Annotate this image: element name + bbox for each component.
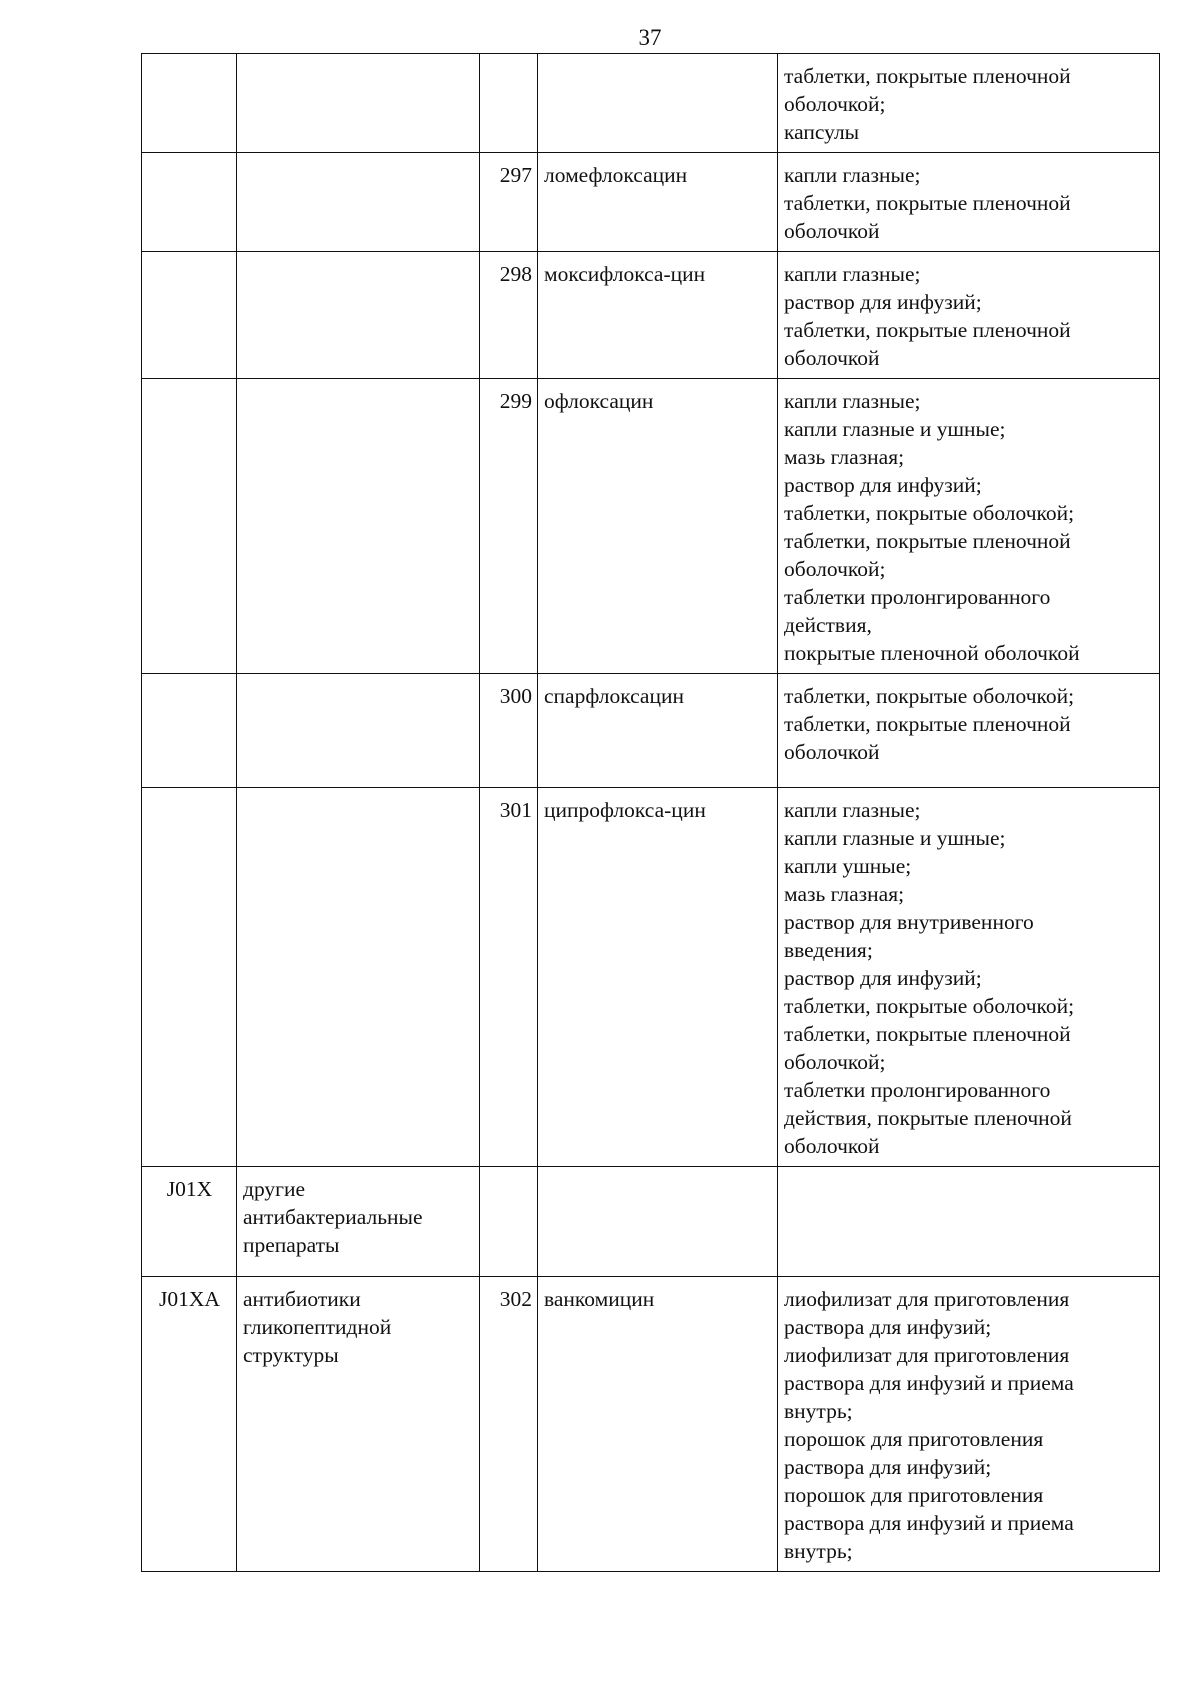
dosage-form-item: таблетки, покрытые оболочкой; — [784, 501, 1075, 525]
dosage-form-item: таблетки, покрытые пленочной — [784, 1022, 1071, 1046]
dosage-forms-list — [784, 161, 1154, 245]
dosage-form-item: оболочкой — [784, 740, 880, 764]
dosage-forms-list — [784, 682, 1154, 766]
dosage-forms-cell — [778, 1277, 1160, 1572]
drug-table — [141, 53, 1160, 1572]
group-name-line: антибактериальные — [243, 1205, 423, 1229]
dosage-form-item: мазь глазная; — [784, 882, 905, 906]
table-row — [142, 1277, 1160, 1572]
item-number-cell: 299 — [480, 379, 538, 674]
table-row — [142, 674, 1160, 788]
group-name-line: структуры — [243, 1343, 339, 1367]
atc-code-cell: J01X — [142, 1167, 237, 1277]
dosage-form-item: таблетки пролонгированного — [784, 585, 1051, 609]
atc-code-cell: J01XA — [142, 1277, 237, 1572]
drug-name-cell: офлоксацин — [538, 379, 778, 674]
group-name-cell — [237, 153, 480, 252]
dosage-form-item: раствор для инфузий; — [784, 966, 982, 990]
drug-name-cell: спарфлоксацин — [538, 674, 778, 788]
table-body — [142, 54, 1160, 1572]
dosage-form-item: покрытые пленочной оболочкой — [784, 641, 1080, 665]
dosage-form-item: внутрь; — [784, 1399, 853, 1423]
dosage-form-item: капли глазные и ушные; — [784, 417, 1006, 441]
atc-code-cell — [142, 252, 237, 379]
dosage-form-item: порошок для приготовления — [784, 1427, 1044, 1451]
dosage-form-item: оболочкой; — [784, 92, 886, 116]
dosage-forms-list — [784, 796, 1154, 1160]
group-name-cell — [237, 1277, 480, 1572]
table-row — [142, 788, 1160, 1167]
dosage-form-item: оболочкой — [784, 1134, 880, 1158]
table-row — [142, 54, 1160, 153]
dosage-form-item: введения; — [784, 938, 873, 962]
drug-name-cell: ванкомицин — [538, 1277, 778, 1572]
table-row — [142, 379, 1160, 674]
dosage-form-item: порошок для приготовления — [784, 1483, 1044, 1507]
group-name-cell — [237, 54, 480, 153]
table-row — [142, 252, 1160, 379]
dosage-form-item: таблетки, покрытые оболочкой; — [784, 684, 1075, 708]
dosage-form-item: капли глазные; — [784, 389, 921, 413]
group-name-cell — [237, 1167, 480, 1277]
dosage-form-item: капли глазные; — [784, 163, 921, 187]
group-name-cell — [237, 674, 480, 788]
dosage-form-item: таблетки, покрытые пленочной — [784, 191, 1071, 215]
dosage-form-item: капли глазные; — [784, 262, 921, 286]
drug-name-cell — [538, 1167, 778, 1277]
group-name-cell — [237, 252, 480, 379]
atc-code-cell — [142, 153, 237, 252]
dosage-form-item: оболочкой; — [784, 557, 886, 581]
dosage-forms-cell — [778, 379, 1160, 674]
dosage-forms-cell — [778, 674, 1160, 788]
drug-name-cell: ломефлоксацин — [538, 153, 778, 252]
dosage-form-item: таблетки, покрытые пленочной — [784, 712, 1071, 736]
item-number-cell — [480, 54, 538, 153]
dosage-form-item: капли ушные; — [784, 854, 912, 878]
item-number-cell — [480, 1167, 538, 1277]
item-number-cell: 298 — [480, 252, 538, 379]
group-name-line: антибиотики — [243, 1287, 361, 1311]
dosage-forms-list — [784, 62, 1154, 146]
dosage-forms-cell — [778, 252, 1160, 379]
group-name-cell — [237, 379, 480, 674]
dosage-forms-cell — [778, 788, 1160, 1167]
drug-name-cell — [538, 54, 778, 153]
dosage-forms-cell — [778, 1167, 1160, 1277]
dosage-form-item: капли глазные; — [784, 798, 921, 822]
drug-name-cell: моксифлокса-цин — [538, 252, 778, 379]
dosage-form-item: капсулы — [784, 120, 860, 144]
dosage-form-item: оболочкой; — [784, 1050, 886, 1074]
group-name-line: другие — [243, 1177, 306, 1201]
table-row — [142, 153, 1160, 252]
dosage-form-item: лиофилизат для приготовления — [784, 1287, 1070, 1311]
dosage-form-item: действия, — [784, 613, 872, 637]
dosage-form-item: раствора для инфузий и приема — [784, 1511, 1074, 1535]
group-name-line: гликопептидной — [243, 1315, 392, 1339]
dosage-form-item: капли глазные и ушные; — [784, 826, 1006, 850]
table-row — [142, 1167, 1160, 1277]
dosage-form-item: действия, покрытые пленочной — [784, 1106, 1072, 1130]
dosage-form-item: внутрь; — [784, 1539, 853, 1563]
dosage-forms-cell — [778, 153, 1160, 252]
atc-code-cell — [142, 674, 237, 788]
dosage-form-item: оболочкой — [784, 346, 880, 370]
dosage-form-item: раствора для инфузий и приема — [784, 1371, 1074, 1395]
dosage-form-item: таблетки пролонгированного — [784, 1078, 1051, 1102]
atc-code-cell — [142, 788, 237, 1167]
dosage-form-item: таблетки, покрытые оболочкой; — [784, 994, 1075, 1018]
item-number-cell: 302 — [480, 1277, 538, 1572]
dosage-form-item: раствор для инфузий; — [784, 290, 982, 314]
dosage-form-item: таблетки, покрытые пленочной — [784, 318, 1071, 342]
dosage-forms-list — [784, 1285, 1154, 1565]
atc-code-cell — [142, 379, 237, 674]
atc-code-cell — [142, 54, 237, 153]
dosage-form-item: оболочкой — [784, 219, 880, 243]
page-number: 37 — [638, 25, 662, 50]
dosage-form-item: раствора для инфузий; — [784, 1455, 992, 1479]
dosage-form-item: таблетки, покрытые пленочной — [784, 529, 1071, 553]
dosage-form-item: лиофилизат для приготовления — [784, 1343, 1070, 1367]
dosage-form-item: раствор для инфузий; — [784, 473, 982, 497]
group-name-line: препараты — [243, 1233, 340, 1257]
item-number-cell: 297 — [480, 153, 538, 252]
dosage-forms-list — [784, 387, 1154, 667]
group-name-cell — [237, 788, 480, 1167]
item-number-cell: 301 — [480, 788, 538, 1167]
dosage-form-item: раствор для внутривенного — [784, 910, 1034, 934]
dosage-form-item: раствора для инфузий; — [784, 1315, 992, 1339]
drug-name-cell: ципрофлокса-цин — [538, 788, 778, 1167]
item-number-cell: 300 — [480, 674, 538, 788]
dosage-forms-list — [784, 260, 1154, 372]
dosage-form-item: мазь глазная; — [784, 445, 905, 469]
dosage-forms-cell — [778, 54, 1160, 153]
dosage-form-item: таблетки, покрытые пленочной — [784, 64, 1071, 88]
